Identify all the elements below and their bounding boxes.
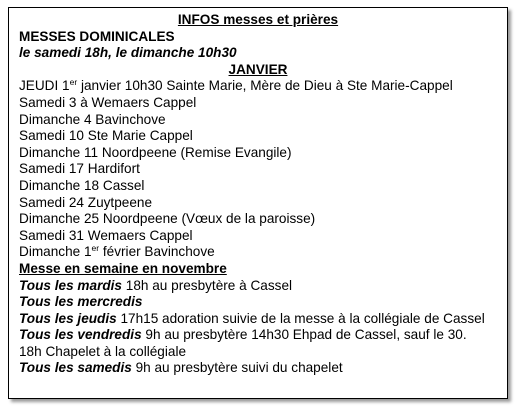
weekday-entry [19, 327, 507, 344]
january-entry: Samedi 3 à Wemaers Cappel [19, 94, 197, 110]
weekday-details: 9h au presbytère suivi du chapelet [131, 360, 343, 376]
weekday-details: 17h15 adoration suivie de la messe à la collégiale de Cassel [116, 310, 485, 326]
weekday-label: Tous les samedis [19, 360, 132, 376]
january-entry: Samedi 10 Ste Marie Cappel [19, 128, 193, 144]
weekday-label: Tous les mardis [19, 277, 122, 293]
weekday-entry [19, 360, 507, 377]
january-entry: Dimanche 4 Bavinchove [19, 111, 166, 127]
sunday-masses-heading: MESSES DOMINICALES [19, 28, 175, 44]
weekday-label: Tous les vendredis [19, 327, 142, 343]
february-first-entry [19, 244, 507, 261]
mass-info-panel [8, 7, 508, 399]
january-first-entry [19, 78, 507, 95]
weekday-entry [19, 311, 507, 328]
month-heading: JANVIER [228, 61, 288, 77]
january-entry: Samedi 17 Hardifort [19, 161, 140, 177]
february-first-day: Dimanche 1 [19, 244, 92, 260]
weekday-label: Tous les jeudis [19, 310, 117, 326]
ordinal-suffix: er [69, 77, 78, 88]
sunday-schedule: le samedi 18h, le dimanche 10h30 [19, 45, 237, 61]
weekday-entry [19, 294, 507, 311]
friday-continuation: 18h Chapelet à la collégiale [19, 343, 187, 359]
january-first-day: JEUDI 1 [19, 78, 70, 94]
february-first-details: février Bavinchove [99, 244, 215, 260]
weekday-masses-heading: Messe en semaine en novembre [19, 260, 227, 276]
january-entry: Dimanche 11 Noordpeene (Remise Evangile) [19, 144, 292, 160]
january-entry: Dimanche 25 Noordpeene (Vœux de la paroisse) [19, 211, 316, 227]
ordinal-suffix: er [91, 243, 100, 254]
weekday-details: 18h au presbytère à Cassel [122, 277, 293, 293]
january-first-details: janvier 10h30 Sainte Marie, Mère de Dieu à Ste Marie-Cappel [77, 78, 453, 94]
january-entry: Samedi 24 Zuytpeene [19, 194, 153, 210]
weekday-label: Tous les mercredis [19, 294, 143, 310]
january-entry: Samedi 31 Wemaers Cappel [19, 227, 193, 243]
january-entry: Dimanche 18 Cassel [19, 177, 145, 193]
weekday-details: 9h au presbytère 14h30 Ehpad de Cassel, sauf le 30. [141, 327, 467, 343]
page-title: INFOS messes et prières [177, 12, 339, 27]
weekday-entry [19, 278, 507, 295]
